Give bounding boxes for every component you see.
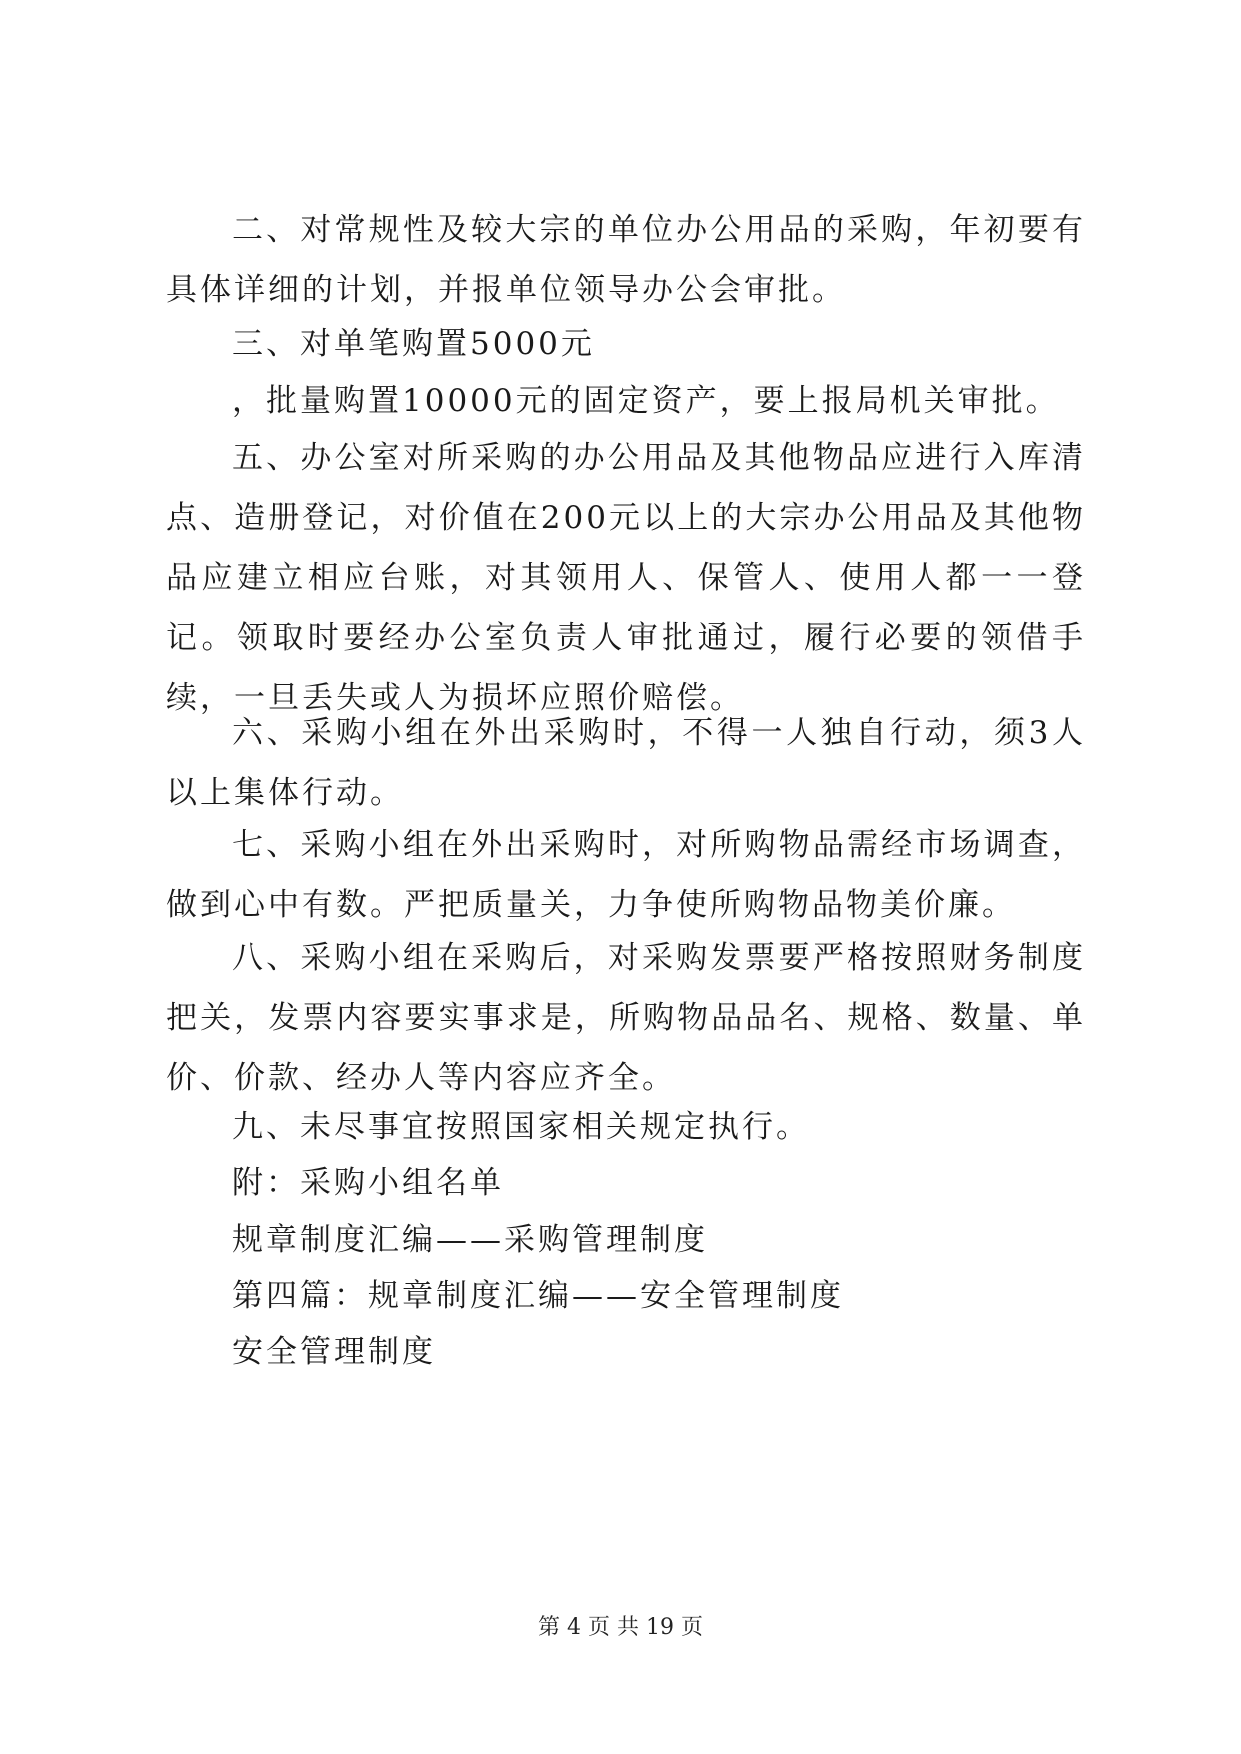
chapter-heading-safety: 第四篇：规章制度汇编——安全管理制度 xyxy=(232,1278,844,1314)
section-title-procurement: 规章制度汇编——采购管理制度 xyxy=(232,1222,708,1258)
paragraph-item-5: 五、办公室对所采购的办公用品及其他物品应进行入库清点、造册登记，对价值在200元以上的大宗办公用品及其他物品应建立相应台账，对其领用人、保管人、使用人都一一登记。领取时要经办公室负责人审批通过，履行必要的领借手续，一旦丢失或人为损坏应照价赔偿。 xyxy=(166,440,1086,716)
page-number-footer: 第 4 页 共 19 页 xyxy=(538,1615,703,1640)
paragraph-item-6: 六、采购小组在外出采购时，不得一人独自行动，须3人以上集体行动。 xyxy=(166,715,1086,811)
paragraph-item-2: 二、对常规性及较大宗的单位办公用品的采购，年初要有具体详细的计划，并报单位领导办公会审批。 xyxy=(166,212,1086,308)
attachment-line: 附：采购小组名单 xyxy=(232,1165,504,1201)
section-title-safety: 安全管理制度 xyxy=(232,1334,436,1370)
paragraph-item-3: 三、对单笔购置5000元 xyxy=(232,326,595,362)
paragraph-item-7: 七、采购小组在外出采购时，对所购物品需经市场调查，做到心中有数。严把质量关，力争使所购物品物美价廉。 xyxy=(166,827,1086,923)
paragraph-item-9: 九、未尽事宜按照国家相关规定执行。 xyxy=(232,1109,810,1145)
paragraph-item-3-continued: ，批量购置10000元的固定资产，要上报局机关审批。 xyxy=(232,383,1060,419)
paragraph-item-8: 八、采购小组在采购后，对采购发票要严格按照财务制度把关，发票内容要实事求是，所购物品品名、规格、数量、单价、价款、经办人等内容应齐全。 xyxy=(166,940,1086,1096)
